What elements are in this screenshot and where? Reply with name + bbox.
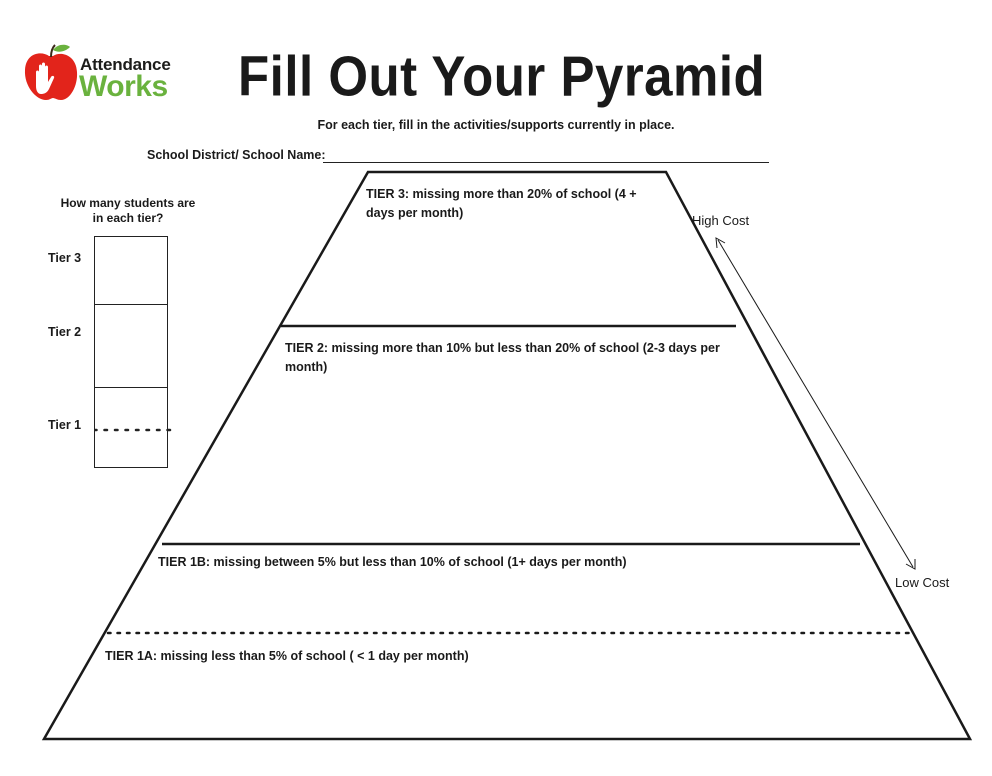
cost-arrow-head-down [906,559,915,569]
logo-text-works: Works [79,70,168,103]
low-cost-label: Low Cost [895,575,950,590]
page-title: Fill Out Your Pyramid [238,45,766,108]
logo-text-attendance: Attendance [80,55,171,74]
page-subtitle: For each tier, fill in the activities/supports currently in place. [317,118,675,132]
student-count-title: How many students are in each tier? [60,196,196,225]
tier3-count-label: Tier 3 [48,251,82,265]
tier1a-label: TIER 1A: missing less than 5% of school ( < 1 day per month) [105,649,469,663]
high-cost-label: High Cost [692,213,750,228]
tier3-label: TIER 3: missing more than 20% of school (4 + days per month) [366,187,637,220]
school-name-label: School District/ School Name: [147,148,326,162]
tier2-count-label: Tier 2 [48,325,82,339]
cost-arrow [718,240,913,567]
cost-arrow-head-up [716,238,725,248]
tier1b-label: TIER 1B: missing between 5% but less than 10% of school (1+ days per month) [158,555,627,569]
tier2-label: TIER 2: missing more than 10% but less than 20% of school (2-3 days per month) [285,341,720,374]
tier1-count-label: Tier 1 [48,418,82,432]
